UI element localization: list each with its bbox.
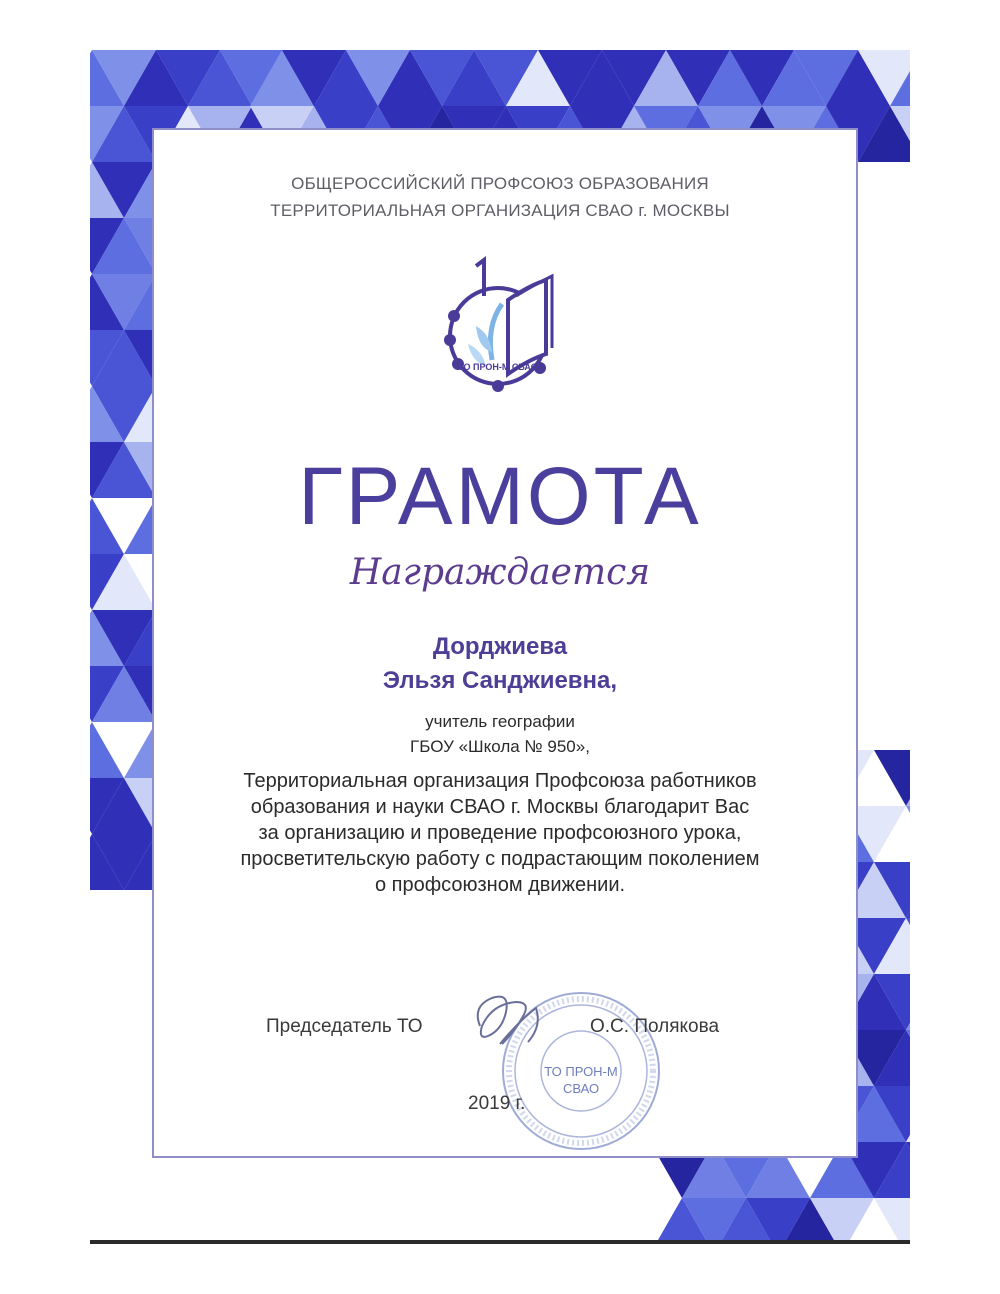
recipient-surname: Дорджиева [432, 633, 568, 660]
recipient-school: ГБОУ «Школа № 950», [410, 737, 590, 756]
body-line-5: о профсоюзном движении. [374, 874, 626, 896]
chair-label: Председатель ТО [266, 1016, 423, 1037]
handwritten-signature [462, 986, 552, 1056]
union-logo [436, 256, 566, 406]
logo-pen-icon [490, 304, 502, 360]
chair-name: О.С. Полякова [590, 1016, 720, 1037]
stamp-text-line1: ТО ПРОН-М [544, 1064, 618, 1079]
certificate-title: ГРАМОТА [298, 451, 702, 542]
stamp-text-line2: СВАО [562, 1081, 600, 1096]
sheet-bottom-edge [90, 1240, 910, 1244]
org-name-line2: ТЕРРИТОРИАЛЬНАЯ ОРГАНИЗАЦИЯ СВАО г. МОСКВЫ [270, 201, 730, 220]
awarded-heading: Награждается [349, 552, 651, 593]
logo-dot [448, 310, 460, 322]
recipient-given-names: Эльзя Санджиевна, [382, 667, 618, 694]
body-line-2: образования и науки СВАО г. Москвы благодарит Вас [250, 796, 750, 818]
org-name-line1: ОБЩЕРОССИЙСКИЙ ПРОФСОЮЗ ОБРАЗОВАНИЯ [291, 174, 709, 193]
body-line-1: Территориальная организация Профсоюза работников [243, 770, 757, 792]
issue-year: 2019 г. [468, 1093, 526, 1114]
body-line-4: просветительскую работу с подрастающим поколением [240, 848, 760, 870]
logo-dot [492, 380, 504, 392]
logo-dot [444, 334, 456, 346]
signature-stroke [478, 997, 538, 1044]
recipient-position: учитель географии [425, 712, 575, 731]
logo-caption: ТО ПРОН-М СВАО [458, 362, 538, 372]
body-line-3: за организацию и проведение профсоюзного урока, [258, 822, 742, 844]
